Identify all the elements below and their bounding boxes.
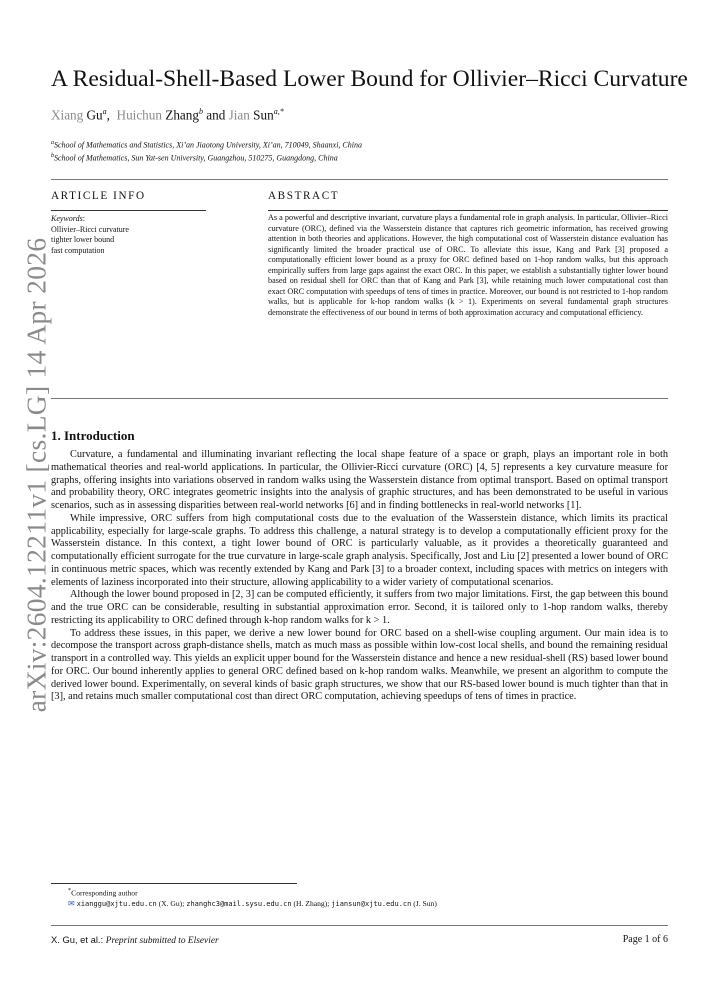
- keywords-label: Keywords: [51, 214, 83, 223]
- author-first-name: Xiang: [51, 107, 84, 123]
- email-link[interactable]: jiansun@xjtu.edu.cn: [331, 900, 412, 909]
- paragraph: Although the lower bound proposed in [2, 3] can be computed efficiently, it suffers from two major limitations. First, the gap between this bound and the true ORC can be considerable, resulting in substantial approximation error. Second, it is tailored only to 1-hop random walks, thereby restricting its applicability to ORC defined through k-hop random walks for k > 1.: [51, 589, 668, 626]
- header-divider: [51, 179, 668, 180]
- author-separator: and: [206, 107, 226, 123]
- footnote-marker: *: [68, 887, 72, 894]
- paragraph: While impressive, ORC suffers from high computational costs due to the evaluation of the Wasserstein distance, which limits its practical applicability, especially for large-scale graphs. To address this challenge, a natural strategy is to develop a computationally efficient proxy for the Wasserstein distance. In this context, a tight lower bound of ORC is particularly valuable, as it provides a theoretically guaranteed and computationally efficient surrogate for the true curvature in large-scale graph analysis. Specifically, Jost and Liu [2] presented a lower bound of ORC in continuous metric spaces, which was recently extended by Kang and Park [3] to a broader context, including spaces with metrics on integers with elements of laziness incorporated into their structure, allowing applicability to a wider variety of computational scenarios.: [51, 512, 668, 588]
- arxiv-id: arXiv:2604.12211v1 [cs.LG] 14 Apr 2026: [20, 237, 52, 713]
- author-last-name: Zhang: [165, 107, 199, 123]
- keyword: Ollivier–Ricci curvature: [51, 224, 129, 234]
- paper-title: A Residual-Shell-Based Lower Bound for Ollivier–Ricci Curvature: [51, 66, 688, 92]
- email-link[interactable]: zhanghc3@mail.sysu.edu.cn: [186, 900, 292, 909]
- affiliation: $^b$School of Mathematics, Sun Yat-sen University, Guangzhou, 510275, Guangdong, China: [51, 153, 338, 163]
- footer-divider: [51, 925, 668, 926]
- author-first-name: Huichun: [116, 107, 162, 123]
- author-last-name: Gu: [86, 107, 103, 123]
- footnote-rule: [51, 883, 297, 884]
- affiliation: $^a$School of Mathematics and Statistics, Xi’an Jiaotong University, Xi’an, 710049, Shaanxi, China: [51, 140, 362, 150]
- paragraph: To address these issues, in this paper, we derive a new lower bound for ORC based on a shell-wise coupling argument. Our main idea is to decompose the transport across graph-distance shells, match as much mass as possible within low-cost local shells, and bound the remaining residual transport in a controlled way. This yields an explicit upper bound for the Wasserstein distance and hence a new residual-shell (RS) based lower bound for ORC. Our bound inherently applies to general ORC defined based on k-hop random walks. Meanwhile, we present an algorithm to compute the derived lower bound. Experimentally, on several kinds of basic graph structures, we show that our RS-based lower bound is much tighter than that in [3], and retains much smaller computational cost than direct ORC computation, achieving speedups of tens of times in practice.: [51, 627, 668, 703]
- footnote: *Corresponding author ✉ xianggu@xjtu.edu.cn (X. Gu); zhanghc3@mail.sysu.edu.cn (H. Zhang); jiansun@xjtu.edu.cn (J. Sun): [68, 887, 437, 909]
- author-affil-marker: a,*: [273, 107, 284, 116]
- paragraph: Curvature, a fundamental and illuminating invariant reflecting the local shape feature of a space or graph, plays an important role in both mathematical theories and real-world applications. In particular, the Ollivier-Ricci curvature (ORC) [4, 5] represents a key curvature measure for graphs, offering insights into variations observed in random walks using the Wasserstein distance from optimal transport. Based on optimal transport and probability theory, ORC integrates geometric insights into the analysis of graphic structures, and has been demonstrated to be useful in various scenarios, such as in assessing disparities between real-world networks [6] and in finding bottlenecks in real-world networks [1].: [51, 449, 668, 511]
- author-separator: ,: [106, 107, 110, 123]
- email-link[interactable]: xianggu@xjtu.edu.cn: [76, 900, 157, 909]
- abstract-rule: [268, 210, 668, 211]
- abstract-divider: [51, 398, 668, 399]
- abstract-text: As a powerful and descriptive invariant, curvature plays a fundamental role in graph analysis. In particular, Ollivier–Ricci curvature (ORC), defined via the Wasserstein distance that captures rich geometric information, has received growing attention in both theories and applications. However, the high computational cost of Wasserstein distance evaluation has significantly limited the broader practical use of ORC. To alleviate this issue, Kang and Park [3] proposed a computationally efficient lower bound as a proxy for ORC defined based on 1-hop random walks, but this approach empirically suffers from large gaps against the exact ORC. In this paper, we establish a substantially tighter lower bound based on residual shell for ORC than that of Kang and Park [3], while retaining much lower computational cost than exact ORC computation with speedups of tens of times in practice. Moreover, our bound is not restricted to 1-hop random walks, but is applicable for k-hop random walks (k > 1). Experiments on several fundamental graph structures demonstrate the effectiveness of our bound in terms of both approximation accuracy and computational efficiency.: [268, 213, 668, 317]
- author-affil-marker: a: [102, 107, 107, 116]
- keyword: tighter lower bound: [51, 235, 115, 245]
- keyword: fast computation: [51, 245, 105, 255]
- article-info-rule: [51, 210, 206, 211]
- keywords-block: Keywords: Ollivier–Ricci curvature tighter lower bound fast computation: [51, 214, 129, 255]
- introduction-body: [51, 449, 668, 704]
- article-info-heading: ARTICLE INFO: [51, 190, 146, 202]
- corresponding-author-note: Corresponding author: [71, 888, 138, 898]
- page-number: Page 1 of 6: [622, 934, 668, 945]
- running-footer: [51, 934, 219, 946]
- author-last-name: Sun: [253, 107, 274, 123]
- author-list: [51, 107, 284, 123]
- section-heading: 1. Introduction: [51, 428, 135, 443]
- author-affil-marker: b: [198, 107, 203, 116]
- envelope-icon: ✉: [68, 899, 75, 909]
- author-first-name: Jian: [228, 107, 250, 123]
- abstract-heading: ABSTRACT: [268, 190, 340, 202]
- footer-authors: X. Gu, et al.:: [51, 934, 104, 945]
- footer-journal: Preprint submitted to Elsevier: [105, 936, 219, 946]
